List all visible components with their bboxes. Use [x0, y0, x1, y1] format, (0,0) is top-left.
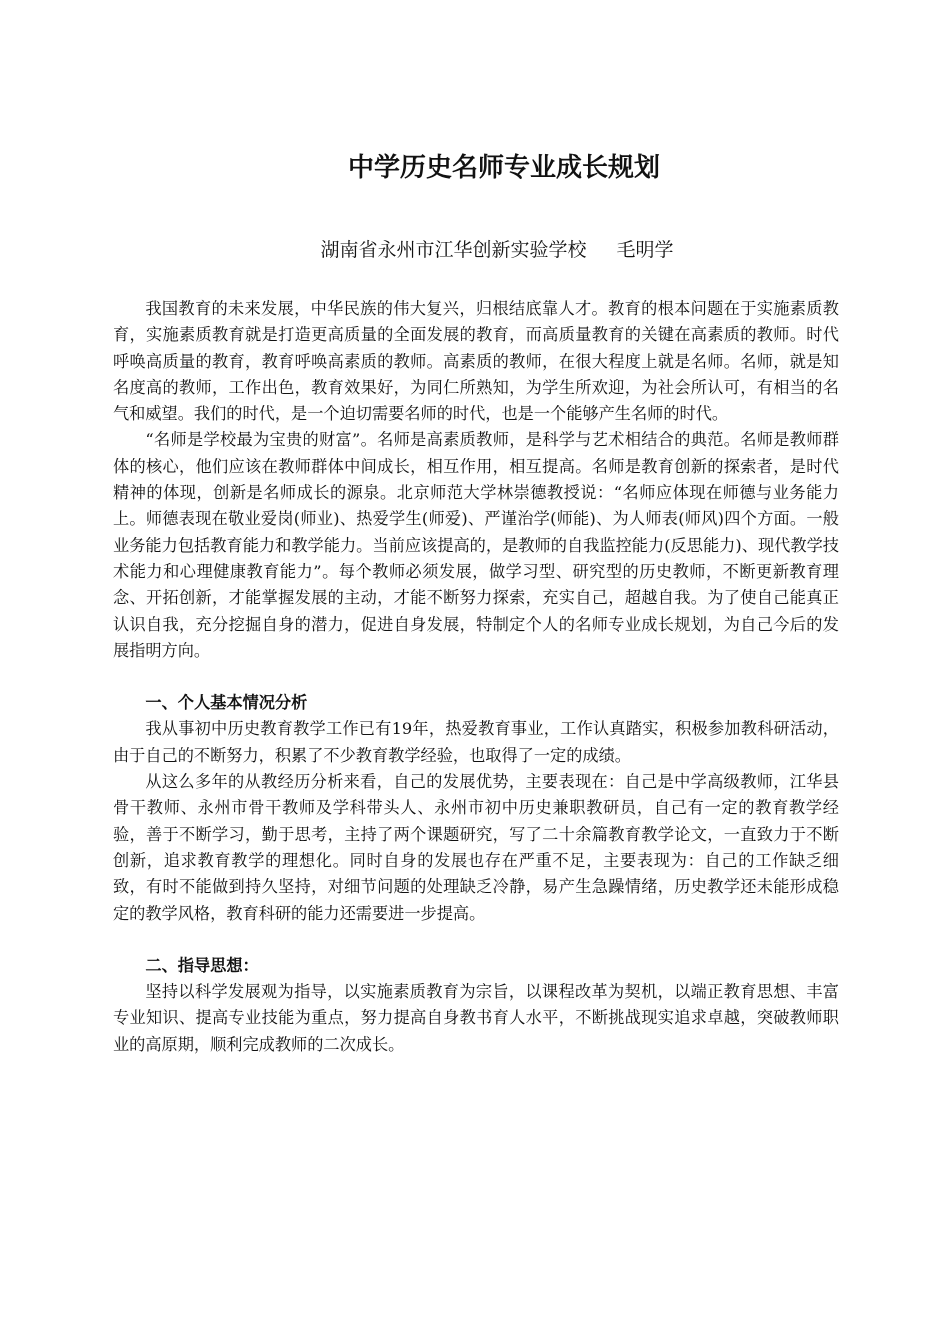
intro-paragraph-2: “名师是学校最为宝贵的财富”。名师是高素质教师，是科学与艺术相结合的典范。名师是教师群体的核心，他们应该在教师群体中间成长，相互作用，相互提高。名师是教育创新的探索者，是时代精神的体现，创新是名师成长的源泉。北京师范大学林崇德教授说：“名师应体现在师德与业务能力上。师德表现在敬业爱岗(师业)、热爱学生(师爱)、严谨治学(师能)、为人师表(师风)四个方面。一般业务能力包括教育能力和教学能力。当前应该提高的，是教师的自我监控能力(反思能力)、现代教学技术能力和心理健康教育能力”。每个教师必须发展，做学习型、研究型的历史教师，不断更新教育理念、开拓创新，才能掌握发展的主动，才能不断努力探索，充实自己，超越自我。为了使自己能真正认识自我，充分挖掘自身的潜力，促进自身发展，特制定个人的名师专业成长规划，为自己今后的发展指明方向。 [113, 430, 839, 660]
section-spacer [113, 664, 839, 690]
author-line [0, 234, 950, 266]
section-1-paragraph-1: 我从事初中历史教育教学工作已有19年，热爱教育事业，工作认真踏实，积极参加教科研活动，由于自己的不断努力，积累了不少教育教学经验，也取得了一定的成绩。 [113, 719, 839, 765]
author-name: 毛明学 [616, 239, 674, 261]
document-title: 中学历史名师专业成长规划 [347, 153, 660, 183]
section-1-paragraph-2: 从这么多年的从教经历分析来看，自己的发展优势，主要表现在：自己是中学高级教师，江华县骨干教师、永州市骨干教师及学科带头人、永州市初中历史兼职教研员，自己有一定的教育教学经验，善于不断学习，勤于思考，主持了两个课题研究，写了二十余篇教育教学论文，一直致力于不断创新，追求教育教学的理想化。同时自身的发展也存在严重不足，主要表现为：自己的工作缺乏细致，有时不能做到持久坚持，对细节问题的处理缺乏冷静，易产生急躁情绪，历史教学还未能形成稳定的教学风格，教育科研的能力还需要进一步提高。 [113, 772, 839, 923]
section-1-heading: 一、个人基本情况分析 [145, 693, 308, 713]
document-body [113, 296, 839, 1058]
section-2-paragraph-1: 坚持以科学发展观为指导，以实施素质教育为宗旨，以课程改革为契机，以端正教育思想、丰富专业知识、提高专业技能为重点，努力提高自身教书育人水平，不断挑战现实追求卓越，突破教师职业的高原期，顺利完成教师的二次成长。 [113, 982, 839, 1054]
section-spacer [113, 927, 839, 953]
section-2-heading: 二、指导思想： [145, 955, 259, 975]
author-school: 湖南省永州市江华创新实验学校 [320, 239, 587, 261]
intro-paragraph-1: 我国教育的未来发展，中华民族的伟大复兴，归根结底靠人才。教育的根本问题在于实施素质教育，实施素质教育就是打造更高质量的全面发展的教育，而高质量教育的关键在高素质的教师。时代呼唤高质量的教育，教育呼唤高素质的教师。高素质的教师，在很大程度上就是名师。名师，就是知名度高的教师，工作出色，教育效果好，为同仁所熟知，为学生所欢迎，为社会所认可，有相当的名气和威望。我们的时代，是一个迫切需要名师的时代，也是一个能够产生名师的时代。 [113, 299, 839, 424]
